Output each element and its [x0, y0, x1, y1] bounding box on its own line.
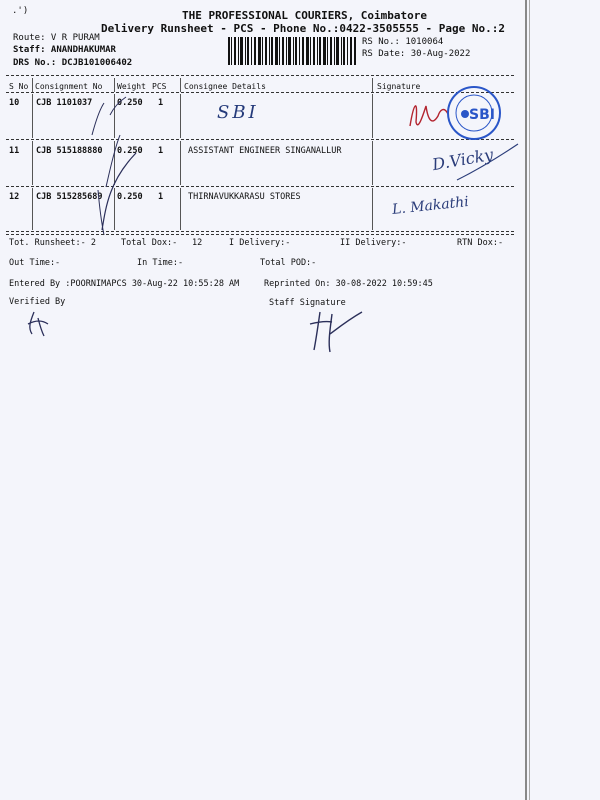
- second-delivery: II Delivery:-: [340, 238, 407, 248]
- staff-label: Staff: ANANDHAKUMAR: [13, 45, 116, 55]
- reprinted-on: Reprinted On: 30-08-2022 10:59:45: [264, 279, 433, 289]
- row-11-sno: 11: [9, 146, 20, 156]
- row-12-signature: L. Makathi: [391, 194, 470, 218]
- col-divider: [372, 141, 373, 185]
- divider: [6, 234, 514, 235]
- total-pod: Total POD:-: [260, 258, 317, 268]
- col-divider: [32, 94, 33, 138]
- route-label: Route: V R PURAM: [13, 33, 100, 43]
- col-divider: [114, 78, 115, 92]
- row-11-signature-stroke: [452, 140, 522, 185]
- total-dox-value: 12: [192, 238, 203, 248]
- col-divider: [32, 188, 33, 230]
- col-divider: [180, 188, 181, 230]
- column-header-pcs: PCS: [152, 82, 167, 91]
- row-10-pcs: 1: [158, 98, 164, 108]
- row-11-pcs: 1: [158, 146, 164, 156]
- col-divider: [180, 78, 181, 92]
- verified-by-signature-image: [24, 308, 54, 338]
- row-10-weight: 0.250: [117, 98, 143, 108]
- col-divider: [372, 78, 373, 92]
- in-time: In Time:-: [137, 258, 184, 268]
- col-divider: [180, 94, 181, 138]
- page-edge-rule: [525, 0, 527, 800]
- row-11-consignee: ASSISTANT ENGINEER SINGANALLUR: [188, 146, 342, 156]
- col-divider: [372, 188, 373, 230]
- col-divider: [32, 141, 33, 185]
- column-header-signature: Signature: [377, 82, 421, 91]
- row-10-sno: 10: [9, 98, 20, 108]
- col-divider: [180, 141, 181, 185]
- runsheet-subtitle: Delivery Runsheet - PCS - Phone No.:0422-3505555 - Page No.:2: [101, 22, 505, 35]
- row-10-handwritten-consignee: SBI: [217, 102, 259, 123]
- row-12-consignee: THIRNAVUKKARASU STORES: [188, 192, 301, 202]
- out-time: Out Time:-: [9, 258, 61, 268]
- row-12-pcs: 1: [158, 192, 164, 202]
- column-header-consignment: Consignment No: [35, 82, 103, 91]
- row-11-signature: D.Vicky: [430, 144, 495, 175]
- first-delivery: I Delivery:-: [229, 238, 291, 248]
- rtn-dox: RTN Dox:-: [457, 238, 504, 248]
- row-12-weight: 0.250: [117, 192, 143, 202]
- staff-signature-label: Staff Signature: [269, 298, 346, 308]
- row-10-consignment: CJB 1101037: [36, 98, 93, 108]
- rs-number: RS No.: 1010064: [362, 37, 444, 47]
- col-divider: [372, 94, 373, 138]
- rs-date: RS Date: 30-Aug-2022: [362, 49, 471, 59]
- column-header-weight: Weight: [117, 82, 146, 91]
- entered-by: Entered By :POORNIMAPCS 30-Aug-22 10:55:28 AM: [9, 279, 240, 289]
- page-edge-rule-secondary: [529, 0, 530, 800]
- company-name: THE PROFESSIONAL COURIERS, Coimbatore: [182, 9, 428, 22]
- staff-signature-image: [308, 306, 388, 356]
- row-12-sno: 12: [9, 192, 20, 202]
- barcode-image: [228, 37, 356, 65]
- column-header-consignee: Consignee Details: [184, 82, 266, 91]
- total-runsheet: Tot. Runsheet:- 2: [9, 238, 96, 248]
- handwritten-check-strokes: [40, 95, 170, 245]
- column-header-sno: S No: [9, 82, 29, 91]
- sbi-stamp-image: [445, 84, 503, 142]
- divider: [6, 75, 514, 76]
- row-11-consignment: CJB 515188880: [36, 146, 103, 156]
- stamp-label: SBI: [469, 107, 495, 123]
- total-dox-label: Total Dox:-: [121, 238, 178, 248]
- row-11-weight: 0.250: [117, 146, 143, 156]
- row-12-consignment: CJB 515285689: [36, 192, 103, 202]
- corner-mark: .'): [12, 6, 29, 16]
- drs-number: DRS No.: DCJB101006402: [13, 58, 133, 68]
- verified-by-label: Verified By: [9, 297, 66, 307]
- col-divider: [32, 78, 33, 92]
